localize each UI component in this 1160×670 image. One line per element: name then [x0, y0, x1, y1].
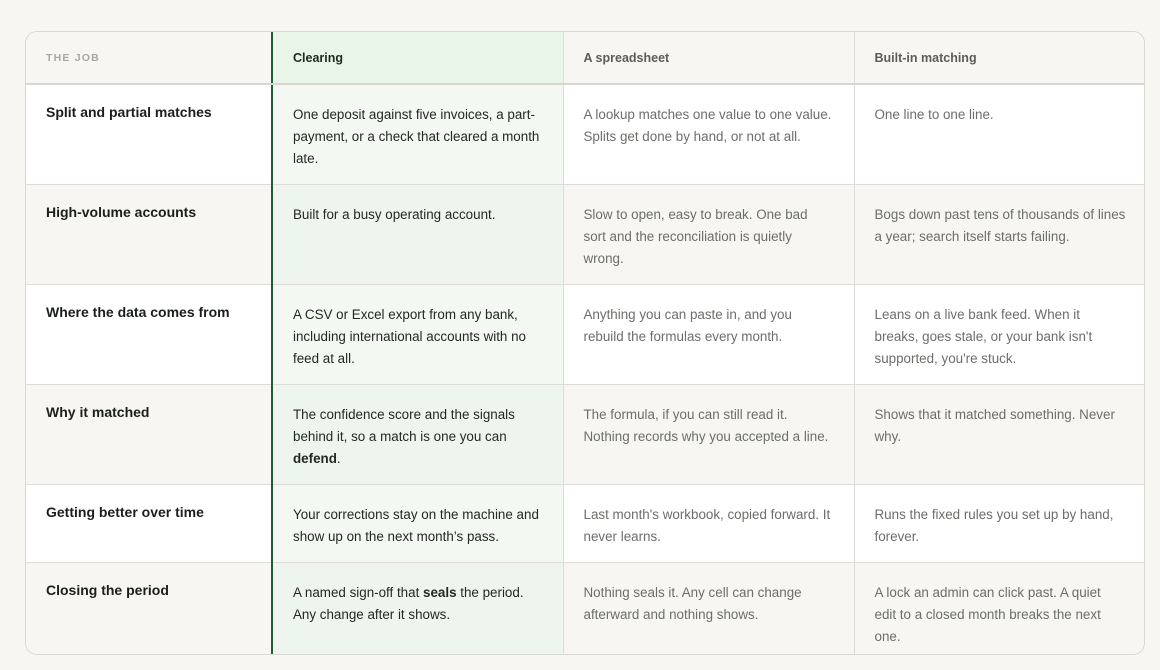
- spreadsheet-cell: Nothing seals it. Any cell can change afterward and nothing shows.: [563, 563, 854, 656]
- table-row: [26, 285, 1145, 385]
- header-spreadsheet: A spreadsheet: [563, 32, 854, 84]
- clearing-cell: [272, 563, 563, 656]
- spreadsheet-cell: Last month's workbook, copied forward. It never learns.: [563, 485, 854, 563]
- clearing-cell: Your corrections stay on the machine and show up on the next month’s pass.: [272, 485, 563, 563]
- clearing-text: A named sign-off that: [293, 585, 424, 600]
- row-job-label: Getting better over time: [26, 485, 272, 563]
- header-built-in-matching: Built-in matching: [854, 32, 1145, 84]
- clearing-cell: Built for a busy operating account.: [272, 185, 563, 285]
- header-clearing: Clearing: [272, 32, 563, 84]
- built-in-matching-cell: Runs the fixed rules you set up by hand, forever.: [854, 485, 1145, 563]
- row-job-label: High-volume accounts: [26, 185, 272, 285]
- row-job-label: Why it matched: [26, 385, 272, 485]
- clearing-cell: One deposit against five invoices, a part-payment, or a check that cleared a month late.: [272, 84, 563, 185]
- header-the-job: THE JOB: [26, 32, 272, 84]
- table-row: [26, 185, 1145, 285]
- comparison-table-card: [25, 31, 1145, 655]
- spreadsheet-cell: A lookup matches one value to one value. Splits get done by hand, or not at all.: [563, 84, 854, 185]
- built-in-matching-cell: One line to one line.: [854, 84, 1145, 185]
- clearing-text-end: .: [336, 451, 341, 466]
- clearing-cell: A CSV or Excel export from any bank, including international accounts with no feed at all.: [272, 285, 563, 385]
- clearing-emphasis: seals: [423, 585, 457, 600]
- spreadsheet-cell: The formula, if you can still read it. Nothing records why you accepted a line.: [563, 385, 854, 485]
- built-in-matching-cell: Bogs down past tens of thousands of lines a year; search itself starts failing.: [854, 185, 1145, 285]
- spreadsheet-cell: Anything you can paste in, and you rebuild the formulas every month.: [563, 285, 854, 385]
- comparison-table: [26, 32, 1145, 655]
- table-row: [26, 563, 1145, 656]
- table-header-row: [26, 32, 1145, 84]
- clearing-text-end: the period. Any change after it shows.: [293, 585, 524, 622]
- row-job-label: Split and partial matches: [26, 84, 272, 185]
- clearing-cell: [272, 385, 563, 485]
- table-row: [26, 385, 1145, 485]
- clearing-text: The confidence score and the signals behind it, so a match is one you can: [293, 407, 515, 444]
- built-in-matching-cell: Leans on a live bank feed. When it breaks, goes stale, or your bank isn't supported, you're stuck.: [854, 285, 1145, 385]
- row-job-label: Closing the period: [26, 563, 272, 656]
- built-in-matching-cell: Shows that it matched something. Never why.: [854, 385, 1145, 485]
- table-row: [26, 84, 1145, 185]
- built-in-matching-cell: A lock an admin can click past. A quiet edit to a closed month breaks the next one.: [854, 563, 1145, 656]
- clearing-emphasis: defend: [293, 451, 337, 466]
- table-row: [26, 485, 1145, 563]
- spreadsheet-cell: Slow to open, easy to break. One bad sort and the reconciliation is quietly wrong.: [563, 185, 854, 285]
- row-job-label: Where the data comes from: [26, 285, 272, 385]
